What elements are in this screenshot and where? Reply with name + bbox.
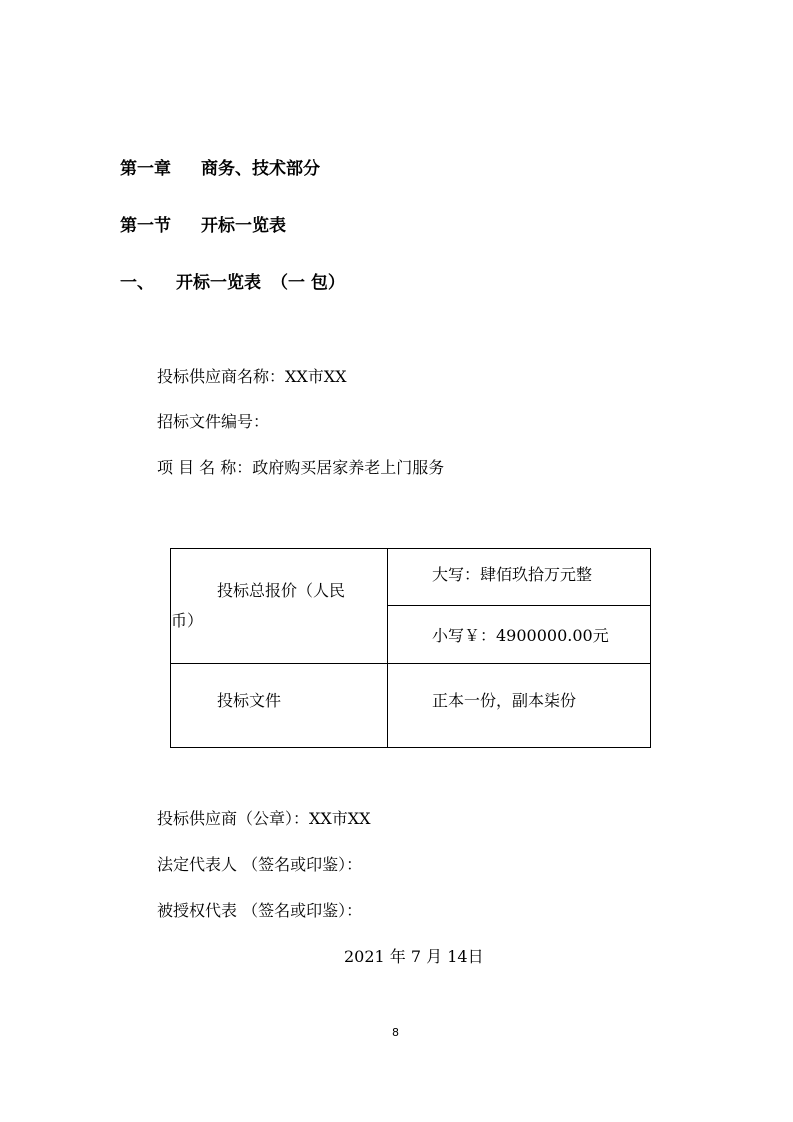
bidder-name-line: 投标供应商名称：XX市XX: [157, 367, 347, 386]
legal-representative-line: 法定代表人 （签名或印鉴）：: [157, 855, 363, 874]
lower-amount-cell: [388, 606, 651, 664]
documents-label-cell: [171, 664, 388, 748]
upper-amount: 大写：肆佰玖拾万元整: [432, 564, 593, 584]
documents-value-cell: [388, 664, 651, 748]
section-number: 第一节: [120, 216, 171, 236]
project-name-line: 项 目 名 称：政府购买居家养老上门服务: [157, 458, 445, 477]
total-price-label-line1: 投标总报价（人民: [217, 581, 346, 600]
total-price-label-cell: [171, 549, 388, 664]
section-heading: [120, 211, 286, 236]
bid-summary-table: [170, 548, 651, 748]
page-number: 8: [392, 1026, 399, 1039]
subsection-title: 开标一览表: [176, 273, 261, 293]
total-price-label-line2: 币）: [171, 611, 204, 630]
authorized-representative-line: 被授权代表 （签名或印鉴）：: [157, 901, 363, 920]
documents-label: 投标文件: [217, 691, 282, 710]
subsection-number: 一、: [120, 273, 154, 293]
bidder-seal-line: 投标供应商（公章）：XX市XX: [157, 809, 371, 828]
chapter-title: 商务、技术部分: [201, 159, 320, 179]
section-title: 开标一览表: [201, 216, 286, 236]
tender-number-line: 招标文件编号：: [157, 412, 270, 431]
subsection-package: （一 包）: [271, 273, 345, 293]
chapter-number: 第一章: [120, 159, 171, 179]
subsection-heading: [120, 268, 345, 293]
signing-date: 2021 年 7 月 14日: [344, 947, 484, 966]
upper-amount-cell: [388, 549, 651, 606]
lower-amount: 小写￥：4900000.00元: [432, 626, 609, 645]
documents-value: 正本一份，副本柒份: [432, 691, 577, 710]
chapter-heading: [120, 154, 320, 179]
